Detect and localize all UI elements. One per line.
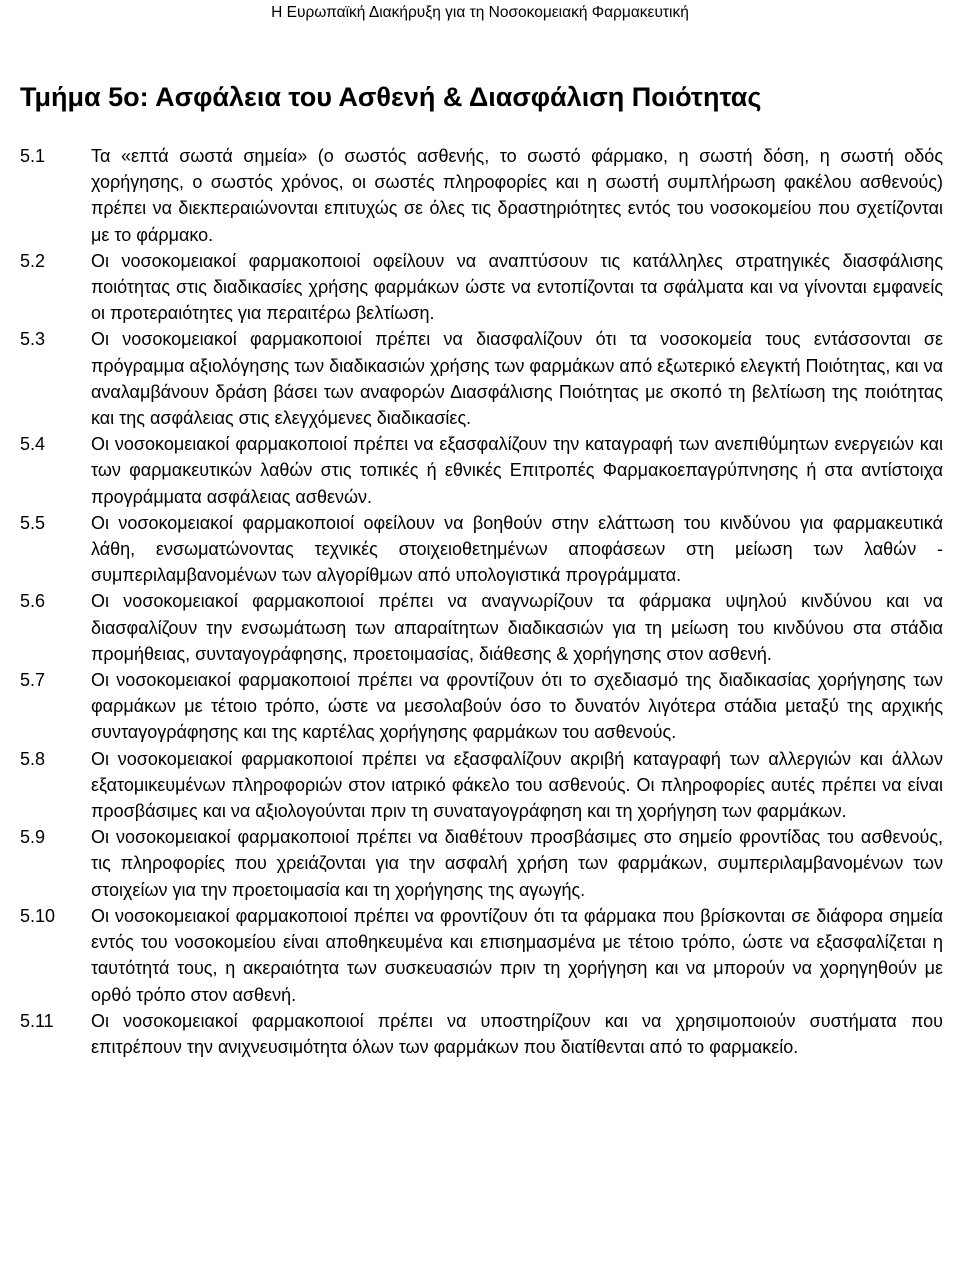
list-item <box>20 588 943 667</box>
list-item <box>20 667 943 746</box>
list-item <box>20 143 943 248</box>
item-text: Οι νοσοκομειακοί φαρμακοποιοί πρέπει να φροντίζουν ότι το σχεδιασμό της διαδικασίας χορήγησης των φαρμάκων με τέτοιο τρόπο, ώστε να μεσολαβούν όσο το δυνατόν λιγότερα στάδια μεταξύ της αρχικής συνταγογράφησης και της καρτέλας χορήγησης φαρμάκων του ασθενούς. <box>91 670 943 743</box>
item-text: Οι νοσοκομειακοί φαρμακοποιοί πρέπει να διασφαλίζουν ότι τα νοσοκομεία τους εντάσσονται σε πρόγραμμα αξιολόγησης των διαδικασιών χρήσης των φαρμάκων από εξωτερικό ελεγκτή Ποιότητας, και να αναλαμβάνουν δράση βάσει των αναφορών Διασφάλισης Ποιότητας με σκοπό τη βελτίωση της ποιότητας και της ασφάλειας στις ελεγχόμενες διαδικασίες. <box>91 329 943 429</box>
section-title: Τμήμα 5ο: Ασφάλεια του Ασθενή & Διασφάλιση Ποιότητας <box>20 82 762 112</box>
item-text: Οι νοσοκομειακοί φαρμακοποιοί οφείλουν να βοηθούν στην ελάττωση του κινδύνου για φαρμακευτικά λάθη, ενσωματώνοντας τεχνικές στοιχειοθετημένων αποφάσεων στη μείωση των λαθών - συμπεριλαμβανομένων των αλγορίθμων από υπολογιστικά προγράμματα. <box>91 512 943 586</box>
running-header: Η Ευρωπαϊκή Διακήρυξη για τη Νοσοκομειακή Φαρμακευτική <box>271 4 689 21</box>
item-number: 5.1 <box>20 146 46 166</box>
item-number: 5.9 <box>20 827 46 848</box>
item-text: Οι νοσοκομειακοί φαρμακοποιοί πρέπει να διαθέτουν προσβάσιμες στο σημείο φροντίδας του ασθενούς, τις πληροφορίες που χρειάζονται για την ασφαλή χρήση των φαρμάκων, συμπεριλαμβανομένων των στοιχείων για την προετοιμασία και τη χορήγησης της αγωγής. <box>91 827 943 900</box>
item-text: Οι νοσοκομειακοί φαρμακοποιοί πρέπει να εξασφαλίζουν την καταγραφή των ανεπιθύμητων ενεργειών και των φαρμακευτικών λαθών στις τοπικές ή εθνικές Επιτροπές Φαρμακοεπαγρύπνησης ή στα αντίστοιχα προγράμματα ασφάλειας ασθενών. <box>91 434 943 507</box>
item-text: Οι νοσοκομειακοί φαρμακοποιοί πρέπει να φροντίζουν ότι τα φάρμακα που βρίσκονται σε διάφορα σημεία εντός του νοσοκομείου είναι αποθηκευμένα και επισημασμένα με τέτοιο τρόπο, ώστε να εξασφαλίζεται η ταυτότητά τους, η ακεραιότητα των συσκευασιών πριν τη χορήγηση και να μπορούν να χορηγηθούν με ορθό τρόπο στον ασθενή. <box>91 905 943 1005</box>
item-number: 5.8 <box>20 748 46 769</box>
item-number: 5.3 <box>20 329 46 350</box>
list-item <box>20 903 943 1008</box>
item-number: 5.2 <box>20 250 46 271</box>
item-text: Τα «επτά σωστά σημεία» (ο σωστός ασθενής, το σωστό φάρμακο, η σωστή δόση, η σωστή οδός χορήγησης, ο σωστός χρόνος, οι σωστές πληροφορίες και η σωστή συμπλήρωση φακέλου ασθενούς) πρέπει να διεκπεραιώνονται επιτυχώς σε όλες τις δραστηριότητες εντός του νοσοκομείου που σχετίζονται με το φάρμακο. <box>91 146 943 245</box>
item-text: Οι νοσοκομειακοί φαρμακοποιοί πρέπει να αναγνωρίζουν τα φάρμακα υψηλού κινδύνου και να διασφαλίζουν την ενσωμάτωση των απαραίτητων διαδικασιών για τη μείωση του κινδύνου στα στάδια προμήθειας, συνταγογράφησης, προετοιμασίας, διάθεσης & χορήγησης στον ασθενή. <box>91 591 943 664</box>
recommendations-list <box>20 143 943 1060</box>
list-item <box>20 1008 943 1060</box>
item-text: Οι νοσοκομειακοί φαρμακοποιοί πρέπει να εξασφαλίζουν ακριβή καταγραφή των αλλεργιών και άλλων εξατομικευμένων πληροφοριών στον ιατρικό φάκελο του ασθενούς. Οι πληροφορίες αυτές πρέπει να είναι προσβάσιμες και να αξιολογούνται πριν τη συναταγογράφηση και τη χορήγηση των φαρμάκων. <box>91 748 943 822</box>
list-item <box>20 326 943 431</box>
item-number: 5.4 <box>20 434 46 455</box>
list-item <box>20 824 943 903</box>
item-number: 5.6 <box>20 591 46 612</box>
item-text: Οι νοσοκομειακοί φαρμακοποιοί πρέπει να υποστηρίζουν και να χρησιμοποιούν συστήματα που επιτρέπουν την ανιχνευσιμότητα όλων των φαρμάκων που διατίθενται από το φαρμακείο. <box>91 1010 943 1057</box>
list-item <box>20 431 943 510</box>
item-number: 5.11 <box>20 1010 54 1031</box>
list-item <box>20 510 943 589</box>
item-number: 5.5 <box>20 512 46 533</box>
list-item <box>20 248 943 327</box>
item-number: 5.7 <box>20 670 46 691</box>
list-item <box>20 746 943 825</box>
item-number: 5.10 <box>20 905 56 926</box>
item-text: Οι νοσοκομειακοί φαρμακοποιοί οφείλουν να αναπτύσουν τις κατάλληλες στρατηγικές διασφάλισης ποιότητας στις διαδικασίες χρήσης φαρμάκων ώστε να εντοπίζονται τα σφάλματα και να γίνονται εμφανείς οι προτεραιότητες για περαιτέρω βελτίωση. <box>91 250 943 324</box>
